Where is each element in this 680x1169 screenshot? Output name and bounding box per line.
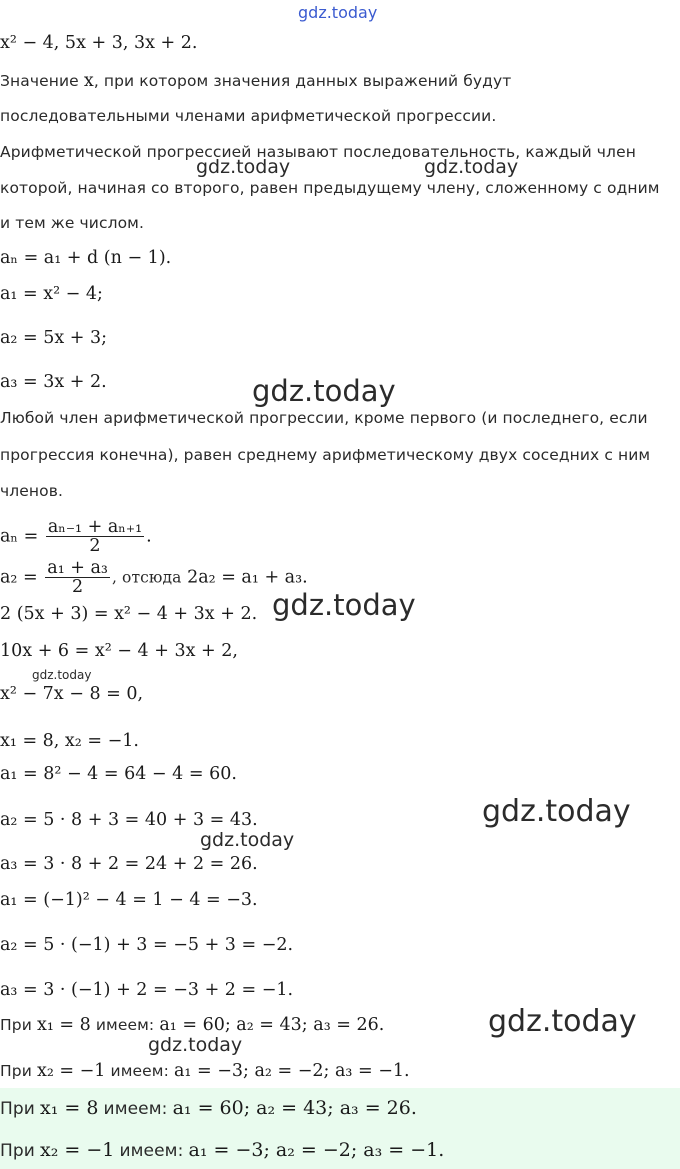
equation-1: 2 (5x + 3) = x² − 4 + 3x + 2.: [0, 604, 258, 624]
result-line-1: При x₁ = 8 имеем: a₁ = 60; a₂ = 43; a₃ = 26.: [0, 1015, 385, 1035]
result-line-2: При x₂ = −1 имеем: a₁ = −3; a₂ = −2; a₃ = −1.: [0, 1061, 410, 1081]
answer-line-2: При x₂ = −1 имеем: a₁ = −3; a₂ = −2; a₃ = −1.: [0, 1139, 445, 1161]
equation-3: x² − 7x − 8 = 0,: [0, 684, 144, 704]
watermark: gdz.today: [196, 156, 291, 178]
mean-formula: aₙ = $\frac{\text{aₙ₋₁ + aₙ₊₁}}{2}$ .: [0, 517, 152, 557]
calc-a2-x2: a₂ = 5 · (−1) + 3 = −5 + 3 = −2.: [0, 935, 294, 955]
calc-a1-x1: a₁ = 8² − 4 = 64 − 4 = 60.: [0, 764, 237, 784]
intro-line-1: Значение x, при котором значения данных выражений будут: [0, 71, 512, 91]
term-a2: a₂ = 5x + 3;: [0, 328, 108, 348]
property-line-2: прогрессия конечна), равен среднему арифметическому двух соседних с ним: [0, 446, 651, 464]
watermark: gdz.today: [148, 1034, 243, 1056]
watermark-top: gdz.today: [298, 3, 378, 22]
property-line-1: Любой член арифметической прогрессии, кроме первого (и последнего, если: [0, 409, 648, 427]
calc-a1-x2: a₁ = (−1)² − 4 = 1 − 4 = −3.: [0, 890, 258, 910]
calc-a3-x1: a₃ = 3 · 8 + 2 = 24 + 2 = 26.: [0, 854, 258, 874]
watermark: gdz.today: [272, 588, 416, 622]
watermark: gdz.today: [252, 374, 396, 408]
fraction: $\frac{\text{a₁ + a₃}}{2}$: [47, 558, 108, 598]
intro-line-2: последовательными членами арифметической прогрессии.: [0, 107, 497, 125]
term-a3: a₃ = 3x + 2.: [0, 372, 107, 392]
watermark: gdz.today: [424, 156, 519, 178]
watermark: gdz.today: [32, 668, 92, 682]
calc-a2-x1: a₂ = 5 · 8 + 3 = 40 + 3 = 43.: [0, 810, 258, 830]
answer-block: [0, 1088, 680, 1169]
formula-general-term: aₙ = a₁ + d (n − 1).: [0, 248, 172, 268]
watermark: gdz.today: [482, 794, 631, 829]
definition-line-2: которой, начиная со второго, равен предыдущему члену, сложенному с одним: [0, 179, 660, 197]
watermark: gdz.today: [488, 1004, 637, 1039]
property-line-3: членов.: [0, 482, 63, 500]
watermark: gdz.today: [200, 829, 295, 851]
definition-line-3: и тем же числом.: [0, 214, 144, 232]
roots: x₁ = 8, x₂ = −1.: [0, 731, 139, 751]
a2-mean-formula: a₂ = $\frac{\text{a₁ + a₃}}{2}$ , отсюда 2a₂ = a₁ + a₃.: [0, 558, 308, 598]
answer-line-1: При x₁ = 8 имеем: a₁ = 60; a₂ = 43; a₃ = 26.: [0, 1097, 417, 1119]
definition-line-1: Арифметической прогрессией называют последовательность, каждый член: [0, 143, 636, 161]
term-a1: a₁ = x² − 4;: [0, 284, 103, 304]
equation-2: 10x + 6 = x² − 4 + 3x + 2,: [0, 641, 238, 661]
calc-a3-x2: a₃ = 3 · (−1) + 2 = −3 + 2 = −1.: [0, 980, 294, 1000]
problem-expressions: x² − 4, 5x + 3, 3x + 2.: [0, 33, 198, 53]
fraction: $\frac{\text{aₙ₋₁ + aₙ₊₁}}{2}$: [47, 517, 143, 557]
